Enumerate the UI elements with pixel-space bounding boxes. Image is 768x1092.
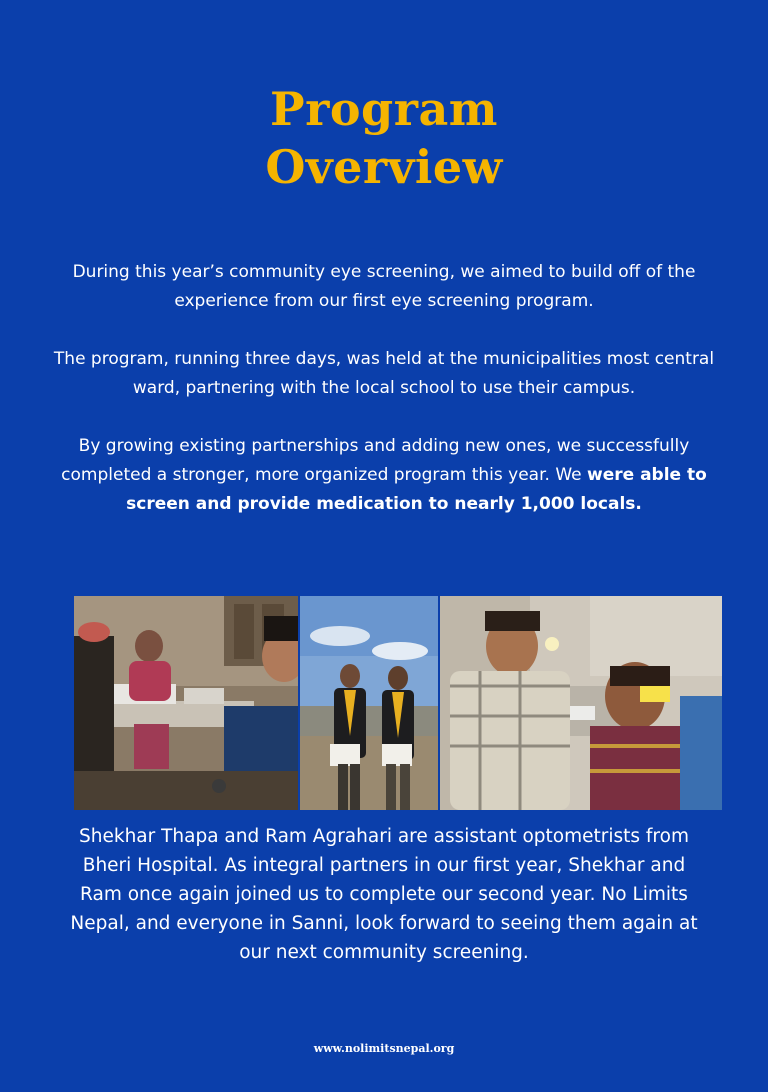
- intro-paragraph-3-highlight: were able to screen and provide medication to nearly 1,000 locals.: [126, 465, 707, 514]
- title-line-2: Overview: [265, 140, 503, 194]
- photo-caption: Shekhar Thapa and Ram Agrahari are assistant optometrists from Bheri Hospital. As integral partners in our first year, Shekhar and Ram once again joined us to complete our second year. No Limits Nepal, and everyone in Sanni, look forward to seeing them again at our next community screening.: [70, 826, 698, 963]
- photo-clinic-table: [74, 596, 298, 810]
- photo-certificates: [300, 596, 438, 810]
- intro-paragraph-3-lead: By growing existing partnerships and adding new ones, we successfully completed a stronger, more organized program this year. We: [61, 436, 690, 485]
- photo-strip: [74, 596, 722, 810]
- title-line-1: Program: [270, 82, 498, 136]
- page-title: [0, 80, 768, 196]
- footer-website: www.nolimitsnepal.org: [313, 1042, 455, 1055]
- intro-paragraph-1: During this year’s community eye screening, we aimed to build off of the experience from our first eye screening program.: [72, 262, 696, 311]
- intro-text: [50, 258, 718, 519]
- intro-paragraph-3: [50, 432, 718, 519]
- photo-eye-exam: [440, 596, 722, 810]
- intro-paragraph-2: The program, running three days, was held at the municipalities most central ward, partnering with the local school to use their campus.: [53, 349, 715, 398]
